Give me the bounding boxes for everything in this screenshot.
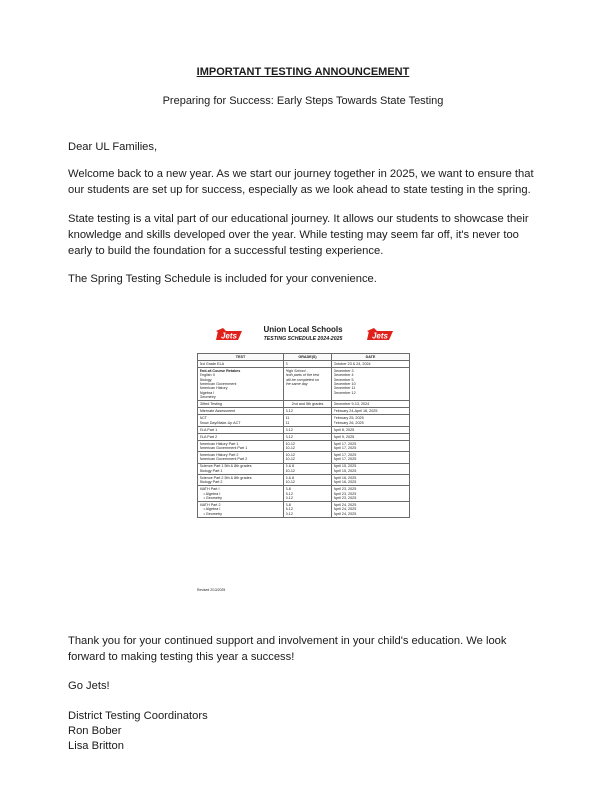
schedule-cell-line: February 25, 2025 bbox=[333, 416, 364, 421]
schedule-cell-test bbox=[198, 408, 284, 415]
paragraph-state-testing: State testing is a vital part of our educational journey. It allows our students to showcase their knowledge and skills developed over the year. While testing may seem far off, it's never too early to build the foundation for a successful testing experience. bbox=[68, 213, 529, 257]
schedule-cell-line: December 5 bbox=[333, 377, 354, 382]
schedule-cell-line: 11 bbox=[285, 416, 290, 421]
schedule-cell-line: February 26, 2025 bbox=[333, 420, 364, 425]
schedule-cell-line: both parts of the test bbox=[285, 373, 320, 378]
schedule-row bbox=[198, 368, 410, 401]
schedule-cell-grades bbox=[284, 368, 332, 401]
schedule-cell-line: ELA Part 2 bbox=[199, 434, 218, 439]
schedule-row bbox=[198, 361, 410, 368]
schedule-cell-line: Biology bbox=[199, 377, 212, 382]
schedule-row bbox=[198, 486, 410, 502]
logo-text-left: Jets bbox=[220, 331, 238, 341]
schedule-cell-line: April 9, 2025 bbox=[333, 434, 355, 439]
schedule-cell-line: 10-12 bbox=[285, 457, 295, 462]
schedule-cell-line: • Geometry bbox=[200, 512, 282, 516]
closing-thanks: Thank you for your continued support and involvement in your child's education. We look forward to making testing this year a success! bbox=[68, 635, 507, 663]
schedule-cell-line: December 11 bbox=[333, 386, 356, 391]
schedule-cell-line: 10-12 bbox=[285, 480, 295, 485]
schedule-cell-test bbox=[198, 475, 284, 486]
schedule-cell-line: Snow Day/Make-Up ACT bbox=[199, 420, 241, 425]
schedule-cell-grades bbox=[284, 486, 332, 502]
schedule-cell-dates bbox=[332, 452, 410, 463]
schedule-cell-line: December 12 bbox=[333, 390, 356, 395]
schedule-cell-line: Alternate Assessment bbox=[199, 409, 236, 414]
schedule-cell-line: April 23, 2025 bbox=[333, 496, 357, 501]
schedule-cell-line: 3-12 bbox=[285, 427, 293, 432]
schedule-cell-dates bbox=[332, 440, 410, 451]
schedule-row bbox=[198, 475, 410, 486]
schedule-cell-line: February 24-April 18, 2025 bbox=[333, 409, 378, 414]
schedule-cell-line: 10-12 bbox=[285, 441, 295, 446]
schedule-cell-line: Geometry bbox=[199, 395, 216, 400]
schedule-cell-grades bbox=[284, 426, 332, 433]
schedule-cell-test bbox=[198, 440, 284, 451]
schedule-cell-line: MATH Part 2 bbox=[199, 503, 221, 508]
testing-schedule-image bbox=[197, 322, 409, 594]
schedule-cell-test bbox=[198, 426, 284, 433]
schedule-cell-grades bbox=[284, 475, 332, 486]
revised-date: Revised 2/13/2025 bbox=[197, 588, 226, 592]
schedule-cell-test bbox=[198, 361, 284, 368]
schedule-cell-dates bbox=[332, 415, 410, 426]
schedule-cell-line: April 8, 2025 bbox=[333, 427, 355, 432]
schedule-cell-dates bbox=[332, 426, 410, 433]
schedule-cell-dates bbox=[332, 433, 410, 440]
schedule-cell-dates bbox=[332, 401, 410, 408]
schedule-cell-line: ACT bbox=[199, 416, 207, 421]
schedule-cell-grades bbox=[284, 408, 332, 415]
schedule-row bbox=[198, 426, 410, 433]
schedule-cell-line: 11 bbox=[285, 420, 290, 425]
schedule-cell-line: the same day bbox=[285, 382, 308, 387]
schedule-cell-test bbox=[198, 368, 284, 401]
schedule-cell-line: April 16, 2025 bbox=[333, 475, 357, 480]
schedule-cell-line: Biology Part 1 bbox=[199, 468, 223, 473]
header-test: TEST bbox=[198, 354, 284, 361]
schedule-cell-line: 8-12 bbox=[285, 491, 293, 496]
schedule-cell-line: April 15, 2025 bbox=[333, 468, 357, 473]
signature-name-2: Lisa Britton bbox=[68, 740, 124, 752]
schedule-cell-line: 10-12 bbox=[285, 468, 295, 473]
schedule-cell-dates bbox=[332, 475, 410, 486]
schedule-title: Union Local Schools bbox=[263, 325, 343, 334]
schedule-cell-test bbox=[198, 433, 284, 440]
schedule-cell-line: Science Part 2 5th & 8th grades bbox=[199, 475, 252, 480]
schedule-cell-line: • Geometry bbox=[200, 496, 282, 500]
schedule-cell-line: American History bbox=[199, 386, 228, 391]
schedule-cell-line: 10-12 bbox=[285, 446, 295, 451]
schedule-row bbox=[198, 502, 410, 518]
schedule-cell-test bbox=[198, 463, 284, 474]
schedule-cell-line: April 17, 2025 bbox=[333, 457, 357, 462]
schedule-row bbox=[198, 408, 410, 415]
schedule-cell-line: April 23, 2025 bbox=[333, 491, 357, 496]
schedule-body bbox=[198, 361, 410, 518]
greeting: Dear UL Families, bbox=[68, 141, 158, 153]
schedule-cell-line: 3-8 bbox=[285, 487, 291, 492]
announcement-subtitle: Preparing for Success: Early Steps Towards State Testing bbox=[162, 95, 444, 107]
schedule-cell-line: 5 & 8 bbox=[285, 475, 295, 480]
paragraph-welcome: Welcome back to a new year. As we start our journey together in 2025, we want to ensure that our students are set up for success, especially as we look ahead to state testing in the spring. bbox=[68, 168, 534, 196]
schedule-cell-line: December 9-13, 2024 bbox=[333, 402, 370, 407]
schedule-cell-line: ELA Part 1 bbox=[199, 427, 218, 432]
schedule-cell-line: End-of-Course Retakes bbox=[199, 368, 241, 373]
schedule-cell-line: • Algebra I bbox=[200, 492, 282, 496]
schedule-cell-line: 9-12 bbox=[285, 511, 293, 516]
schedule-cell-line: High School - bbox=[285, 368, 308, 373]
schedule-cell-dates bbox=[332, 361, 410, 368]
schedule-cell-line: April 16, 2025 bbox=[333, 480, 357, 485]
schedule-cell-line: Gifted Testing bbox=[199, 402, 222, 407]
schedule-cell-dates bbox=[332, 486, 410, 502]
schedule-cell-line: October 23 & 24, 2024 bbox=[333, 361, 371, 366]
schedule-cell-line: April 24, 2025 bbox=[333, 511, 357, 516]
schedule-cell-line: 3rd Grade ELA bbox=[199, 361, 225, 366]
schedule-cell-line: American History Part 1 bbox=[199, 441, 239, 446]
header-date: DATE bbox=[332, 354, 410, 361]
schedule-cell-line: April 17, 2025 bbox=[333, 453, 357, 458]
schedule-cell-line: Science Part 1 5th & 8th grades bbox=[199, 464, 252, 469]
schedule-cell-line: MATH Part I bbox=[199, 487, 220, 492]
schedule-cell-line: 8-12 bbox=[285, 507, 293, 512]
schedule-row bbox=[198, 463, 410, 474]
schedule-cell-line: American Government bbox=[199, 382, 237, 387]
schedule-cell-line: December 3 bbox=[333, 368, 354, 373]
schedule-cell-line: Algebra I bbox=[199, 390, 215, 395]
schedule-cell-grades bbox=[284, 361, 332, 368]
schedule-table bbox=[197, 353, 410, 518]
schedule-cell-test bbox=[198, 452, 284, 463]
schedule-cell-test bbox=[198, 486, 284, 502]
schedule-cell-line: April 15, 2025 bbox=[333, 464, 357, 469]
header-grades: GRADE(S) bbox=[284, 354, 332, 361]
schedule-cell-line: April 24, 2025 bbox=[333, 503, 357, 508]
schedule-cell-line: 9-12 bbox=[285, 496, 293, 501]
schedule-cell-line: American Government Part 2 bbox=[199, 457, 248, 462]
schedule-cell-grades bbox=[284, 401, 332, 408]
schedule-cell-dates bbox=[332, 502, 410, 518]
signature-role: District Testing Coordinators bbox=[68, 710, 208, 722]
schedule-cell-line: 3-12 bbox=[285, 409, 293, 414]
schedule-cell-test bbox=[198, 415, 284, 426]
schedule-cell-grades bbox=[284, 463, 332, 474]
schedule-cell-line: April 24, 2025 bbox=[333, 507, 357, 512]
schedule-cell-line: December 10 bbox=[333, 382, 356, 387]
schedule-cell-line: 3 bbox=[285, 361, 288, 366]
schedule-cell-dates bbox=[332, 368, 410, 401]
schedule-cell-line: April 17, 2025 bbox=[333, 446, 357, 451]
schedule-cell-line: April 23, 2025 bbox=[333, 487, 357, 492]
schedule-cell-grades bbox=[284, 440, 332, 451]
schedule-cell-line: 2nd and 5th grades bbox=[291, 402, 324, 407]
schedule-cell-line: April 17, 2025 bbox=[333, 441, 357, 446]
schedule-cell-line: will be completed on bbox=[285, 377, 319, 382]
logo-text-right: Jets bbox=[371, 331, 389, 341]
schedule-cell-grades bbox=[284, 433, 332, 440]
schedule-row bbox=[198, 401, 410, 408]
schedule-row bbox=[198, 415, 410, 426]
schedule-cell-test bbox=[198, 401, 284, 408]
schedule-subtitle: TESTING SCHEDULE 2024-2025 bbox=[263, 336, 343, 342]
schedule-cell-line: American History Part 2 bbox=[199, 453, 239, 458]
schedule-cell-line: December 4 bbox=[333, 373, 354, 378]
schedule-cell-line: 5 & 8 bbox=[285, 464, 295, 469]
schedule-cell-dates bbox=[332, 463, 410, 474]
schedule-cell-line: Biology Part 2 bbox=[199, 480, 223, 485]
schedule-cell-grades bbox=[284, 415, 332, 426]
schedule-cell-line: 3-8 bbox=[285, 503, 291, 508]
schedule-cell-line: English II bbox=[199, 373, 215, 378]
schedule-header-row bbox=[198, 354, 410, 361]
schedule-row bbox=[198, 452, 410, 463]
schedule-cell-line: • Algebra I bbox=[200, 507, 282, 511]
schedule-cell-test bbox=[198, 502, 284, 518]
schedule-cell-line: 3-12 bbox=[285, 434, 293, 439]
announcement-title: IMPORTANT TESTING ANNOUNCEMENT bbox=[196, 66, 410, 78]
schedule-cell-line: American Government Part 1 bbox=[199, 446, 248, 451]
signature-name-1: Ron Bober bbox=[68, 725, 122, 737]
paragraph-schedule-note: The Spring Testing Schedule is included for your convenience. bbox=[68, 273, 377, 285]
schedule-cell-grades bbox=[284, 452, 332, 463]
closing-go-jets: Go Jets! bbox=[68, 680, 110, 692]
schedule-row bbox=[198, 433, 410, 440]
schedule-cell-grades bbox=[284, 502, 332, 518]
schedule-cell-line: 10-12 bbox=[285, 453, 295, 458]
schedule-cell-dates bbox=[332, 408, 410, 415]
schedule-row bbox=[198, 440, 410, 451]
